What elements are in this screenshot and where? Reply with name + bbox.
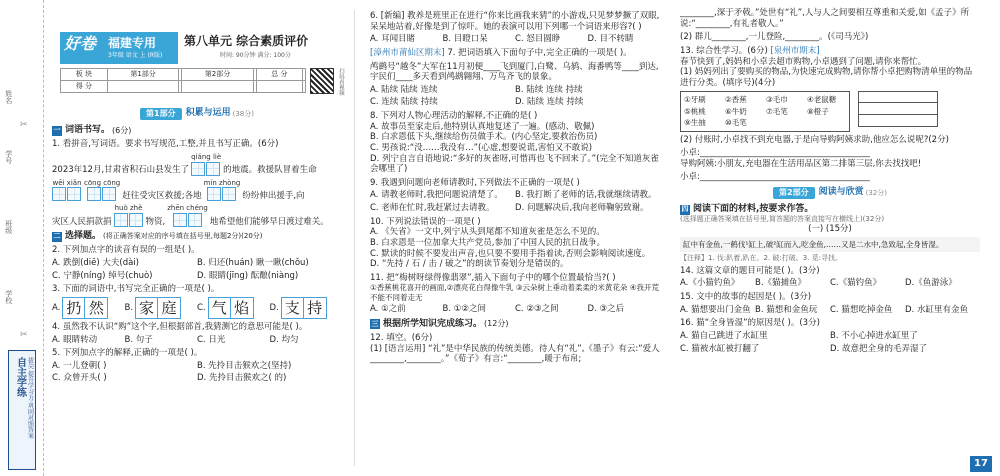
question-10: 10. 下列说法错误的一项是( ): [370, 216, 481, 227]
writing-grid[interactable]: [87, 187, 117, 201]
question-8: 8. 下列对人物心理活动的解释,不正确的是( ): [370, 111, 538, 121]
question-5: 5. 下列加点字的解释,正确的一项是( )。: [52, 348, 203, 359]
section-icon: 二: [53, 232, 61, 241]
question-4: 4. 虽然我不认识“购”这个字,但根据部首,我猜测它的意思可能是( )。: [52, 321, 308, 332]
writing-grid[interactable]: [207, 187, 237, 201]
q3-options: A. 扔 然 B. 家 庭 C. 气 焰 D. 支 持: [52, 297, 342, 319]
shopping-items: ①牙刷 ②香蕉 ③毛巾 ④老鼠糖 ⑤桃桃 ⑥牛奶 ⑦毛笔 ⑧橙子 ⑨生抽 ⑩毛笔: [680, 91, 850, 131]
q8-option-c: C. 男孩说:“没……我没有…”(心虚,想要说谎,害怕又不敢说): [370, 142, 593, 153]
word-box: 扔 然: [62, 297, 108, 319]
q7-options-1: A. 陆续 陆续 连续 B. 陆续 连续 持续: [370, 84, 583, 95]
passage-notes: 【注释】1. 伐:趴着,趴在。2. 破:打破。3. 觅:寻找。: [680, 254, 843, 262]
q15-options: A. 猫想要出门金鱼 B. 猫想和金鱼玩 C. 猫想吃掉金鱼 D. 水缸里有金鱼: [680, 304, 968, 315]
q8-option-b: B. 白求恩低下头,继续给伤员做手术。(内心坚定,要救治伤员): [370, 132, 598, 143]
exam-header: [60, 32, 344, 98]
answer-line[interactable]: 小卓:________________________________________: [680, 172, 870, 183]
q4-options: A. 眼睛转动 B. 句子 C. 日光 D. 均匀: [52, 334, 299, 345]
question-11: 11. 把“梅树呀绿得像翡翠”,插入下面句子中的哪个位置最恰当?( ): [370, 272, 616, 283]
question-7: [漳州市莆仙区期末] 7. 把词语填入下面句子中,完全正确的一项是( )。: [370, 47, 632, 58]
q10-option-d: D. “先持 / 石 / 击 / 破之”的朗读节奏划分是错误的。: [370, 259, 569, 270]
reading-subtitle: (一) (15分): [808, 224, 852, 234]
q13-part2: (2) 付账时,小卓找不到充电器,于是向导购阿姨求助,他应怎么说呢?(2分): [680, 134, 949, 145]
section-instructions: (选择题正确答案填在括号里,简答题的答案直接写在横线上)(32分): [680, 215, 885, 224]
q11-passage: ①香蕉桃花喜开的画面,②漂亮花白得像牛乳 ③云朵树上垂动着柔柔的米黄花朵 ④我开荒不能不同着走无: [370, 283, 660, 302]
source-tag: [泉州市期末]: [770, 45, 820, 56]
source-tag: [漳州市莆仙区期末]: [370, 47, 445, 58]
scissors-icon: ✂: [20, 120, 28, 130]
binding-strip: [0, 0, 44, 476]
question-2: 2. 下列加点字的读音有误的一组是( )。: [52, 245, 200, 256]
section-vocab-title: 一 词语书写。 (6分): [53, 125, 132, 135]
section-knowledge-title: 三 根据所学知识完成练习。 (12分): [371, 318, 509, 329]
category-boxes[interactable]: [858, 91, 938, 127]
word-box: 家 庭: [135, 297, 181, 319]
q2-options-2: C. 宁静(níng) 绰号(chuò) D. 眼睛(jīng) 酝酿(niàng): [52, 270, 299, 281]
edition-banner: [60, 32, 178, 64]
grade-label: 3年级 语文 上 (R版): [108, 52, 163, 59]
q12-part2[interactable]: (2) 群儿________,一儿登险,________。(《司马光》): [680, 32, 869, 43]
brand-logo: 好卷: [64, 34, 97, 53]
q5-options-2: C. 众曾开头( ) D. 先拎目击猴欢之( 的): [52, 373, 287, 384]
name-label: 姓名: [4, 90, 13, 104]
answer-line[interactable]: 小卓:________________________________________: [680, 148, 870, 159]
writing-grid[interactable]: [52, 187, 82, 201]
q14-options: A.《小猫钓鱼》 B.《猫捕鱼》 C.《猫钓鱼》 D.《鱼游泳》: [680, 278, 957, 289]
score-table: 板 块 第1部分 第2部分 总 分 得 分: [60, 68, 306, 93]
q10-option-a: A. 《矢省》一文中,列宁从头到尾都不知道灰雀是怎么不见的。: [370, 227, 605, 238]
question-12: 12. 填空。(6分): [370, 333, 433, 343]
q16-options-1: A. 猫自己跳进了水缸里 B. 不小心掉进水缸里了: [680, 330, 918, 341]
question-13: 13. 综合性学习。(6分) [泉州市期末]: [680, 45, 820, 56]
q5-options-1: A. 一儿登朝( ) B. 先拎目击猴欢之(坚持): [52, 360, 292, 371]
q7-options-2: C. 连续 陆续 持续 D. 陆续 连续 持续: [370, 97, 584, 108]
pinyin-line-2: wēi xiǎn cōng cōng 赶往受灾区救援;各地 mín zhòng 纷纷伸出援手,向: [52, 178, 305, 201]
guide-reply: 导购阿姨:小朋友,充电器在生活用品区第二排第三层,你去找找吧!: [680, 158, 922, 169]
page-number: 17: [970, 456, 992, 472]
question-16: 16. 猫“全身皆湿”的原因是( )。(3分): [680, 318, 820, 329]
pinyin-line-3: 灾区人民捐款捐 huò zhě 物资, zhēn chéng 地希望他们能够早日渡过难关。: [52, 204, 329, 227]
question-6: 6. [新编] 教养是班里正在进行“你来比画我来猜”的小游戏,只见梦梦撅了双眼,呆呆地站着,好像是到了惊吓。她的表演可以用下列哪一个词语来形容?( ): [370, 11, 660, 32]
writing-grid[interactable]: [173, 213, 203, 227]
score-cell[interactable]: [107, 81, 179, 93]
question-15: 15. 文中的故事的起因是( )。(3分): [680, 292, 812, 302]
self-study-badge: 自主学练 拔尖 提升学习力·巩固对照答案: [8, 350, 36, 470]
section-choice-title: 二 选择题。 (将正确答案对应的序号填在括号里,每题2分)(20分): [53, 231, 263, 242]
question-9: 9. 我遇到问题向老师请教时,下列做法不正确的一项是( ): [370, 177, 580, 188]
section-icon: 三: [371, 320, 379, 328]
question-3: 3. 下面的词语中,书写完全正确的一项是( )。: [52, 284, 220, 295]
q12-continued[interactable]: ________,深于矛戟。”处世有“礼”,人与人之间要相互尊重和关爱,如《孟子》所说:“________,有礼者敬人。”: [680, 8, 970, 29]
writing-grid[interactable]: [114, 213, 144, 227]
section-reading-title: 四 阅读下面的材料,按要求作答。: [681, 204, 814, 214]
scissors-icon: ✂: [20, 330, 28, 340]
q9-options-2: C. 老师在忙时,我赶紧过去请教。 D. 问题解决后,我向老师鞠躬致谢。: [370, 203, 649, 213]
q11-options: A. ①之前 B. ①②之间 C. ②③之间 D. ③之后: [370, 304, 625, 315]
score-cell[interactable]: [182, 81, 254, 93]
word-box: 支 持: [281, 297, 327, 319]
q13-part1: (1) 妈妈列出了要购买的物品,为快速完成购物,请你帮小卓把购物清单里的物品进行分类。(填序号)(4分): [680, 67, 973, 88]
section-icon: 一: [53, 126, 61, 135]
edition-label: 福建专用: [108, 36, 157, 50]
q12-part1[interactable]: (1) [语言运用] “礼”是中华民族的传统美德。待人有“礼”,《墨子》有云:“爱人________,________。”《荀子》有言:“________,暖于布帛;: [370, 343, 660, 365]
q6-options: A. 耳闻目睹 B. 目瞪口呆 C. 怒目圆睁 D. 目不转睛: [370, 34, 634, 45]
pinyin-line-1: 2023年12月,甘肃省积石山县发生了 qiáng liè 的地震。救援队冒着生命: [52, 152, 317, 175]
exam-title: 第八单元 综合素质评价: [184, 34, 309, 48]
sorting-area: [680, 91, 980, 131]
q7-passage: 鸬鹚号“越冬”大军在11月初便____飞到厦门,白鹭、乌鸫、海番鸭等____到达,宇民们____多天看到鸬鹚翱翔、万鸟齐飞的景象。: [370, 61, 659, 83]
q10-option-b: B. 白求恩是一位加拿大共产党员,参加了中国人民的抗日战争。: [370, 237, 605, 248]
question-14: 14. 这篇文章的题目可能是( )。(3分): [680, 265, 820, 276]
writing-grid[interactable]: [191, 162, 221, 176]
q13-intro: 春节快到了,妈妈和小卓去超市购物,小卓遇到了问题,请你来帮忙。: [680, 56, 927, 67]
column-middle: [370, 8, 660, 365]
part2-banner: 第2部分 阅读与欣赏 (32分): [680, 186, 980, 200]
exam-time-score: 时间: 90分钟 满分: 100分: [220, 52, 291, 59]
q16-options-2: C. 猫被水缸被打翻了 D. 故意把全身的毛弄湿了: [680, 343, 927, 354]
column-left: [52, 104, 342, 384]
q2-options-1: A. 跌倒(diē) 大夫(dài) B. 归还(huán) 瞅一瞅(chǒu): [52, 258, 309, 268]
q8-option-a: A. 故事员至家走后,他特别认真地复述了一遍。(感动、敬佩): [370, 121, 595, 132]
q8-option-d: D. 列宁自言自语地说:“多好的灰雀呀,可惜再也飞不回来了。”(完全不知道灰雀会哪里了): [370, 153, 659, 175]
question-1: 1. 看拼音,写词语。要求书写规范,工整,并且书写正确。(6分): [52, 139, 279, 150]
q10-option-c: C. 默读的时候不要发出声音,也只要不要用手指着读,否则会影响阅读速度。: [370, 248, 651, 259]
score-cell[interactable]: [256, 81, 303, 93]
section-icon: 四: [681, 205, 689, 214]
classical-passage: 缸中有金鱼,一鹤伐¹缸上,破²缸而入,吃金鱼,……又是二水中,急致起,全身皆湿。: [680, 237, 980, 252]
qr-label: 扫码看视频: [337, 68, 344, 96]
part1-banner: 第1部分 积累与运用 (38分): [52, 107, 342, 121]
class-label: 班级: [4, 220, 13, 234]
q9-options-1: A. 请教老师时,我把问题说清楚了。 B. 我打断了老师的话,我就继续请教。: [370, 190, 657, 201]
school-label: 学校: [4, 290, 13, 304]
column-right: [680, 8, 980, 354]
qr-code[interactable]: [310, 68, 334, 94]
student-id-label: 学号: [4, 150, 13, 164]
column-divider: [354, 10, 355, 466]
word-box: 气 焰: [208, 297, 254, 319]
